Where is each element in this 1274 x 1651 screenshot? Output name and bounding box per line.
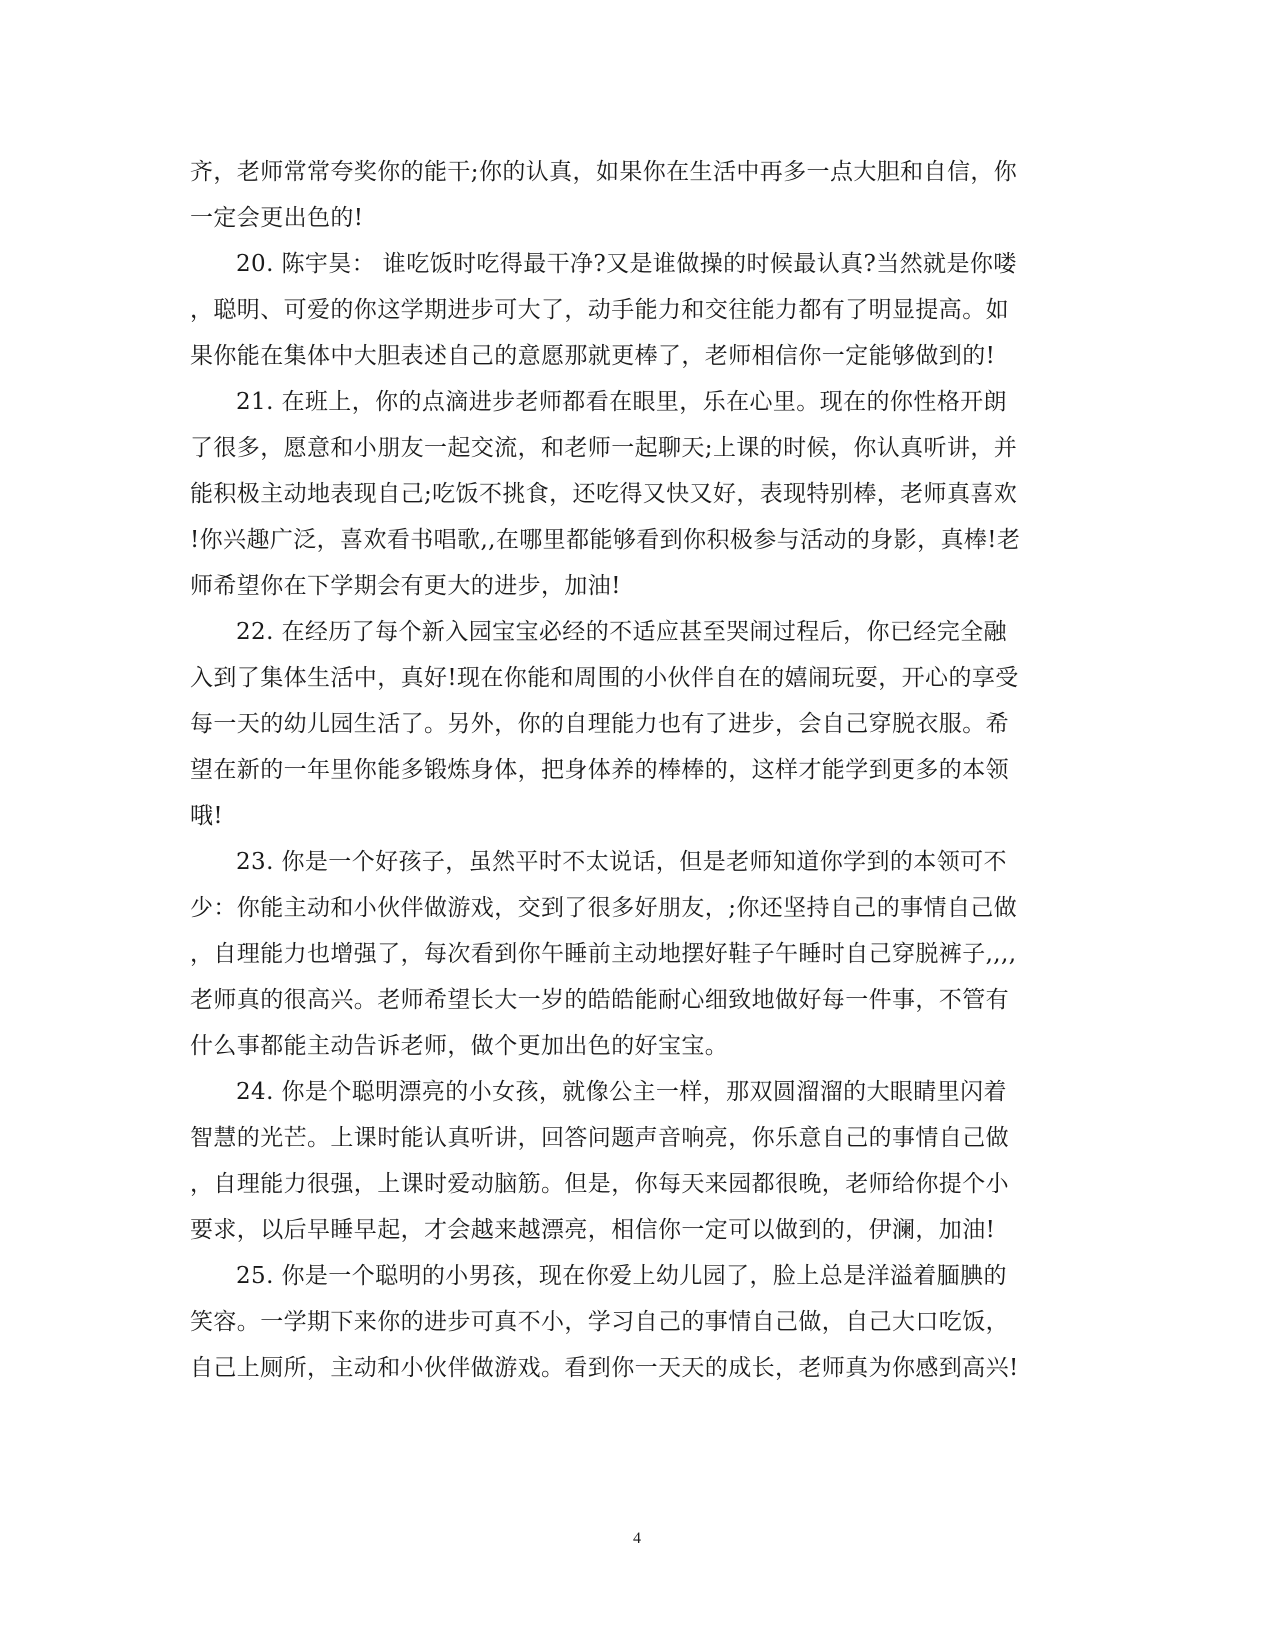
- paragraph-start-23: 23. 你是一个好孩子，虽然平时不太说话，但是老师知道你学到的本领可不: [236, 849, 1007, 875]
- text-line: 自己上厕所，主动和小伙伴做游戏。看到你一天天的成长，老师真为你感到高兴!: [190, 1355, 1019, 1381]
- text-line: 少：你能主动和小伙伴做游戏，交到了很多好朋友，;你还坚持自己的事情自己做: [190, 895, 1018, 921]
- paragraph-start-21: 21. 在班上，你的点滴进步老师都看在眼里，乐在心里。现在的你性格开朗: [236, 389, 1007, 415]
- paragraph-start-20: 20. 陈宇昊： 谁吃饭时吃得最干净?又是谁做操的时候最认真?当然就是你喽: [236, 251, 1017, 277]
- text-line: 师希望你在下学期会有更大的进步，加油!: [190, 573, 621, 599]
- text-line: 什么事都能主动告诉老师，做个更加出色的好宝宝。: [190, 1033, 729, 1059]
- page-number: 4: [633, 1530, 641, 1547]
- text-line: 入到了集体生活中，真好!现在你能和周围的小伙伴自在的嬉闹玩耍，开心的享受: [190, 665, 1019, 691]
- text-line: 要求，以后早睡早起，才会越来越漂亮，相信你一定可以做到的，伊澜，加油!: [190, 1217, 996, 1243]
- text-line: 老师真的很高兴。老师希望长大一岁的皓皓能耐心细致地做好每一件事，不管有: [190, 987, 1009, 1013]
- text-line: ，自理能力很强，上课时爱动脑筋。但是，你每天来园都很晚，老师给你提个小: [190, 1171, 1009, 1197]
- text-line: 笑容。一学期下来你的进步可真不小，学习自己的事情自己做，自己大口吃饭，: [190, 1309, 1009, 1335]
- text-line: !你兴趣广泛，喜欢看书唱歌,,在哪里都能够看到你积极参与活动的身影，真棒!老: [190, 527, 1021, 553]
- text-line: 一定会更出色的!: [190, 205, 364, 231]
- text-line: 智慧的光芒。上课时能认真听讲，回答问题声音响亮，你乐意自己的事情自己做: [190, 1125, 1009, 1151]
- text-line: 望在新的一年里你能多锻炼身体，把身体养的棒棒的，这样才能学到更多的本领: [190, 757, 1009, 783]
- text-line: 果你能在集体中大胆表述自己的意愿那就更棒了，老师相信你一定能够做到的!: [190, 343, 996, 369]
- text-line: ，自理能力也增强了，每次看到你午睡前主动地摆好鞋子午睡时自己穿脱裤子,,,,: [190, 941, 1017, 967]
- text-line: 了很多，愿意和小朋友一起交流，和老师一起聊天;上课的时候，你认真听讲，并: [190, 435, 1018, 461]
- paragraph-start-22: 22. 在经历了每个新入园宝宝必经的不适应甚至哭闹过程后，你已经完全融: [236, 619, 1007, 645]
- paragraph-start-25: 25. 你是一个聪明的小男孩，现在你爱上幼儿园了，脸上总是洋溢着腼腆的: [236, 1263, 1007, 1289]
- text-line: 能积极主动地表现自己;吃饭不挑食，还吃得又快又好，表现特别棒，老师真喜欢: [190, 481, 1018, 507]
- text-line: 齐，老师常常夸奖你的能干;你的认真，如果你在生活中再多一点大胆和自信，你: [190, 159, 1018, 185]
- text-line: 哦!: [190, 803, 224, 829]
- text-line: ，聪明、可爱的你这学期进步可大了，动手能力和交往能力都有了明显提高。如: [190, 297, 1009, 323]
- text-line: 每一天的幼儿园生活了。另外，你的自理能力也有了进步，会自己穿脱衣服。希: [190, 711, 1009, 737]
- paragraph-start-24: 24. 你是个聪明漂亮的小女孩，就像公主一样，那双圆溜溜的大眼睛里闪着: [236, 1079, 1007, 1105]
